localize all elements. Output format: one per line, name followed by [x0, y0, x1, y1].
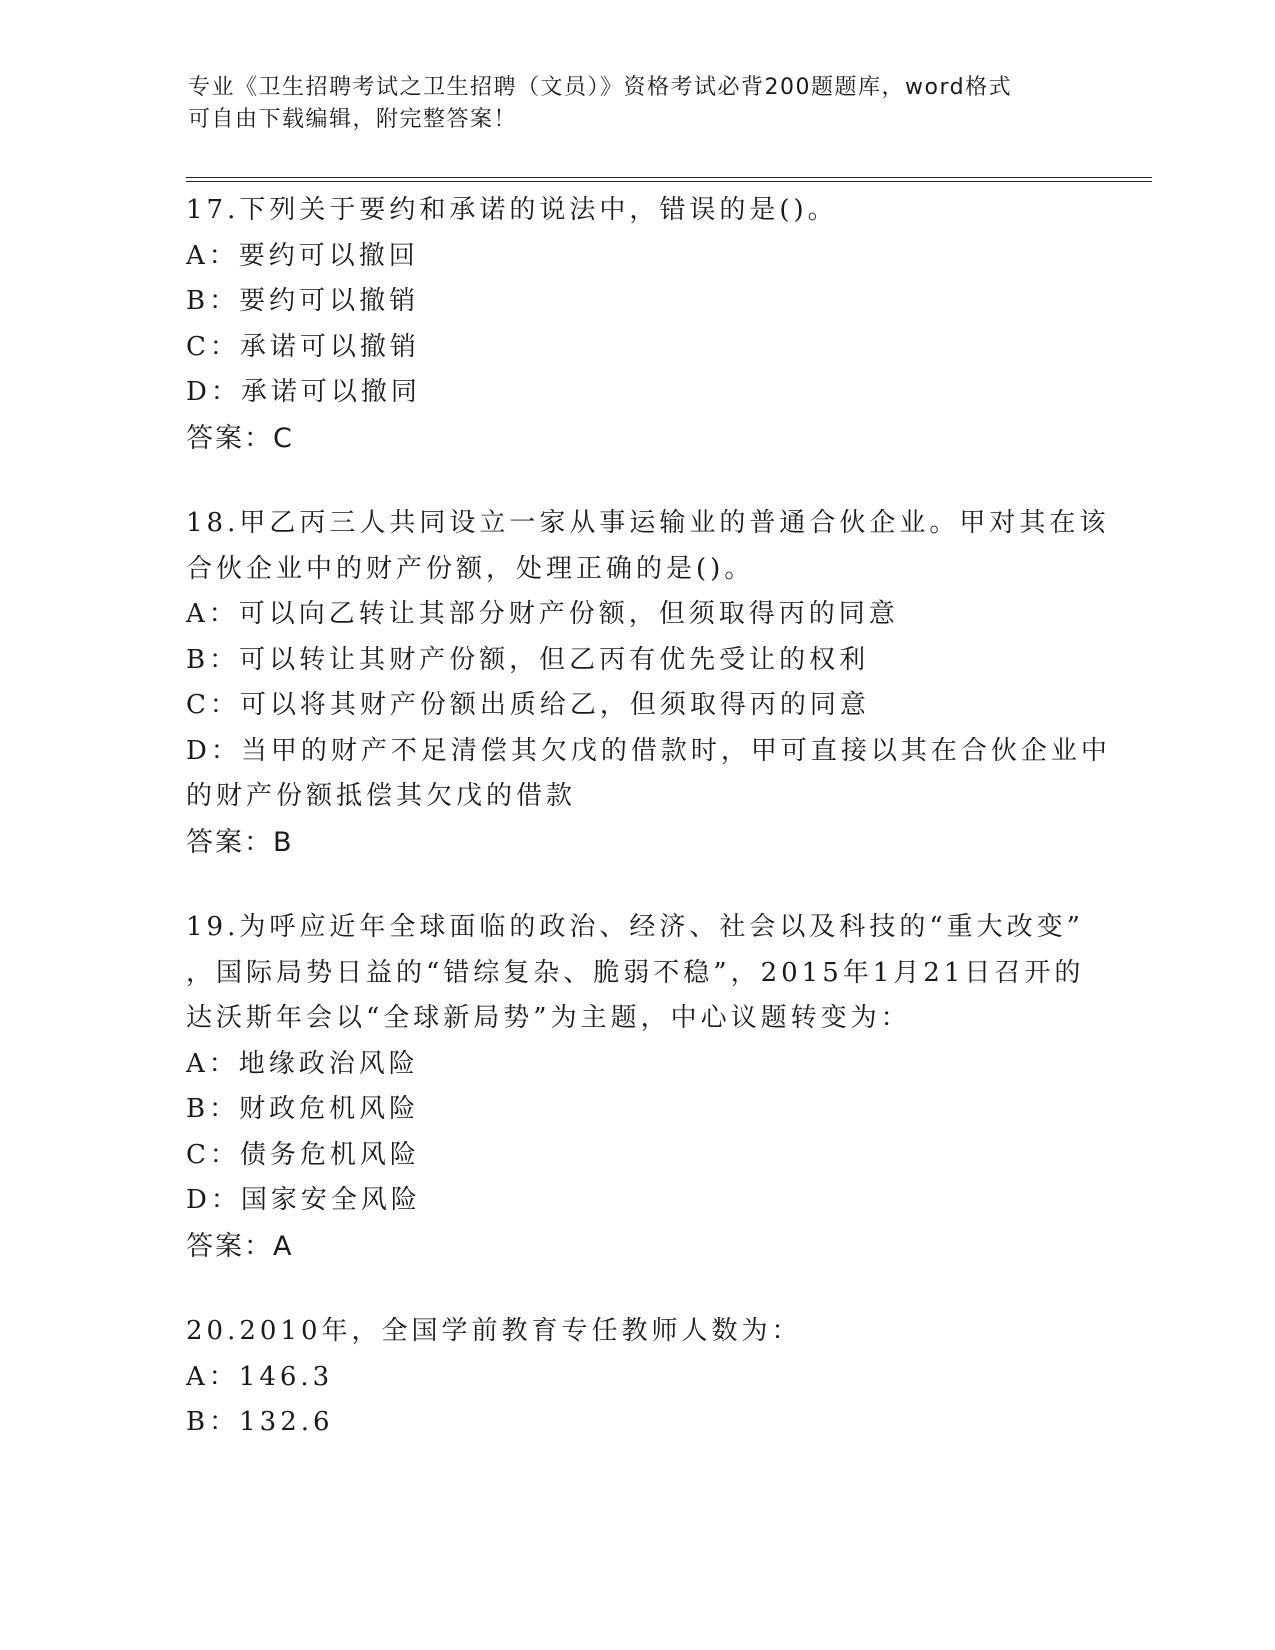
option-a: A：可以向乙转让其部分财产份额，但须取得丙的同意 [186, 599, 899, 629]
option-d: D：承诺可以撤同 [186, 377, 421, 407]
question-19 [186, 905, 1086, 1269]
question-stem-line: ，国际局势日益的“错综复杂、脆弱不稳”，2015年1月21日召开的 [186, 957, 1085, 988]
option-b: B：要约可以撤销 [186, 286, 420, 316]
option-b: B：可以转让其财产份额，但乙丙有优先受让的权利 [186, 644, 870, 675]
question-17 [186, 188, 1086, 461]
option-d: D：当甲的财产不足清偿其欠戊的借款时，甲可直接以其在合伙企业中 [186, 735, 1111, 766]
option-b: B：132.6 [186, 1407, 334, 1437]
answer-line: 答案：C [186, 422, 294, 454]
option-b: B：财政危机风险 [186, 1094, 420, 1124]
option-c: C：承诺可以撤销 [186, 331, 420, 362]
question-stem-line: 达沃斯年会以“全球新局势”为主题，中心议题转变为： [186, 1003, 911, 1033]
option-a: A：地缘政治风险 [186, 1048, 419, 1079]
question-20 [186, 1309, 1086, 1446]
question-stem-line: 合伙企业中的财产份额，处理正确的是()。 [186, 553, 755, 584]
answer-line: 答案：B [186, 826, 294, 858]
option-c: C：可以将其财产份额出质给乙，但须取得丙的同意 [186, 690, 870, 720]
option-a: A：146.3 [186, 1361, 334, 1392]
answer-line: 答案：A [186, 1230, 294, 1262]
option-d-continued: 的财产份额抵偿其欠戊的借款 [186, 781, 577, 811]
option-a: A：要约可以撤回 [186, 240, 419, 271]
question-stem-line: 19.为呼应近年全球面临的政治、经济、社会以及科技的“重大改变” [186, 912, 1084, 942]
header-divider [186, 177, 1152, 182]
option-d: D：国家安全风险 [186, 1185, 421, 1215]
question-list [186, 188, 1111, 1486]
option-c: C：债务危机风险 [186, 1139, 420, 1170]
document-header [188, 72, 1068, 136]
header-line-1: 专业《卫生招聘考试之卫生招聘（文员）》资格考试必背200题题库，word格式 [188, 75, 1013, 100]
question-stem-line: 17.下列关于要约和承诺的说法中，错误的是()。 [186, 195, 838, 225]
question-stem-line: 18.甲乙丙三人共同设立一家从事运输业的普通合伙企业。甲对其在该 [186, 508, 1110, 538]
header-line-2: 可自由下载编辑，附完整答案！ [188, 107, 518, 132]
question-stem-line: 20.2010年，全国学前教育专任教师人数为： [186, 1316, 802, 1346]
question-18 [186, 501, 1111, 865]
